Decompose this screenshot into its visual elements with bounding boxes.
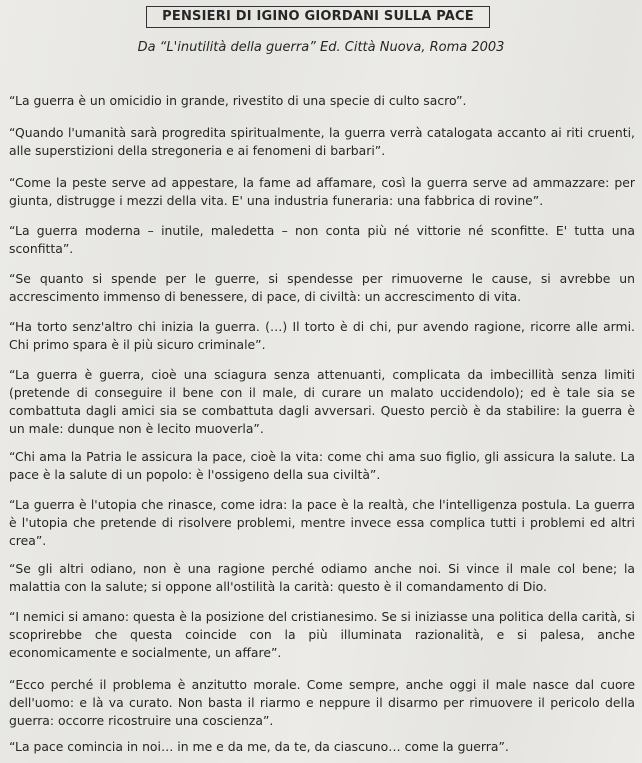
quote-10: “Se gli altri odiano, non è una ragione perché odiamo anche noi. Si vince il male col bene; la malattia con la salute; si oppone all'ostilità la carità: questo è il comandamento di Dio. (9, 561, 635, 594)
quote-3: “Come la peste serve ad appestare, la fame ad affamare, così la guerra serve ad ammazzare: per giunta, distrugge i mezzi della vita. E' una industria funeraria: una fabbrica di rovine”. (9, 175, 635, 208)
quote-4: “La guerra moderna – inutile, maledetta – non conta più né vittorie né sconfitte. E' tutta una sconfitta”. (9, 223, 635, 256)
quote-2: “Quando l'umanità sarà progredita spiritualmente, la guerra verrà catalogata accanto ai riti cruenti, alle superstizioni della stregoneria e ai fenomeni di barbari”. (9, 125, 635, 158)
quote-13: “La pace comincia in noi… in me e da me, da te, da ciascuno… come la guerra”. (9, 739, 509, 754)
quote-7: “La guerra è guerra, cioè una sciagura senza attenuanti, complicata da imbecillità senza limiti (pretende di conseguire il bene con il male, di curare un malato uccidendolo); ed è tale sia se combattuta dagli amici sia se combattuta dagli avversari. Questo perciò è da stabilire: la guerra è un male: dunque non è lecito muoverla”. (9, 367, 635, 436)
quote-11: “I nemici si amano: questa è la posizione del cristianesimo. Se si iniziasse una politica della carità, si scoprirebbe che questa coincide con la più illuminata razionalità, e si palesa, anche economicamente e socialmente, un affare”. (9, 609, 635, 660)
quote-5: “Se quanto si spende per le guerre, si spendesse per rimuoverne le cause, si avrebbe un accrescimento immenso di benessere, di pace, di civiltà: un accrescimento di vita. (9, 271, 635, 304)
quote-1: “La guerra è un omicidio in grande, rivestito di una specie di culto sacro”. (9, 93, 467, 108)
quote-9: “La guerra è l'utopia che rinasce, come idra: la pace è la realtà, che l'intelligenza postula. La guerra è l'utopia che pretende di risolvere problemi, mentre invece essa complica tutti i problemi ed altri crea”. (9, 497, 635, 548)
quote-6: “Ha torto senz'altro chi inizia la guerra. (…) Il torto è di chi, pur avendo ragione, ricorre alle armi. Chi primo spara è il più sicuro criminale”. (9, 319, 635, 352)
quote-8: “Chi ama la Patria le assicura la pace, cioè la vita: come chi ama suo figlio, gli assicura la salute. La pace è la salute di un popolo: è l'ossigeno della sua civiltà”. (9, 449, 635, 482)
document-title: PENSIERI DI IGINO GIORDANI SULLA PACE (146, 6, 490, 28)
quote-12: “Ecco perché il problema è anzitutto morale. Come sempre, anche oggi il male nasce dal cuore dell'uomo: e là va curato. Non basta il riarmo e neppure il disarmo per rimuovere il pericolo della guerra: occorre ricostruire una coscienza”. (9, 677, 635, 728)
document-source: Da “L'inutilità della guerra” Ed. Città Nuova, Roma 2003 (137, 40, 505, 55)
